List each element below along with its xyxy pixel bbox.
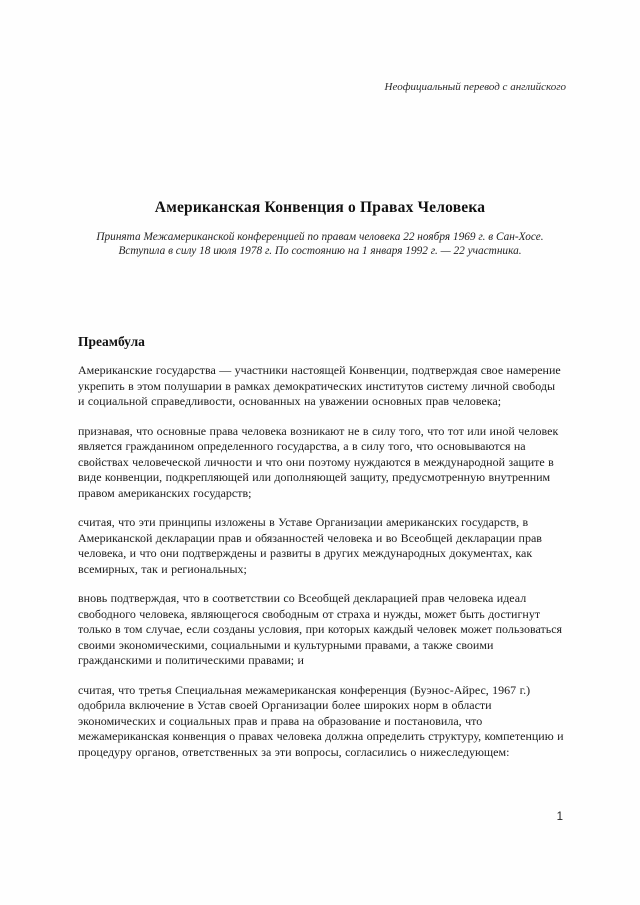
section-heading-preamble: Преамбула xyxy=(78,334,145,349)
document-subtitle xyxy=(70,230,570,258)
document-body xyxy=(78,334,564,774)
document-title: Американская Конвенция о Правах Человека xyxy=(154,199,486,216)
subtitle-line-2: Вступила в силу 18 июля 1978 г. По состоянию на 1 января 1992 г. — 22 участника. xyxy=(118,245,522,257)
preamble-paragraph-3: считая, что эти принципы изложены в Уставе Организации американских государств, в Американской декларации прав и обязанностей человека и во Всеобщей декларации прав человека, и что они подтверждены и развиты в других международных документах, как всемирных, так и региональных; xyxy=(78,515,542,576)
preamble-paragraph-2: признавая, что основные права человека возникают не в силу того, что тот или иной человек является гражданином определенного государства, а в силу того, что основываются на свойствах человеческой личности и что они поэтому нуждаются в международной защите в виде конвенции, подкрепляющей или дополняющей защиту, предусмотренную внутренним правом американских государств; xyxy=(78,423,559,500)
preamble-paragraph-1: Американские государства — участники настоящей Конвенции, подтверждая свое намерение укрепить в этом полушарии в рамках демократических институтов систему личной свободы и социальной справедливости, основанных на уважении основных прав человека; xyxy=(78,363,561,408)
header-note: Неофициальный перевод с английского xyxy=(384,81,566,93)
subtitle-line-1: Принята Межамериканской конференцией по правам человека 22 ноября 1969 г. в Сан-Хосе. xyxy=(96,231,544,243)
preamble-paragraph-5: считая, что третья Специальная межамериканская конференция (Буэнос-Айрес, 1967 г.) одобрила включение в Устав своей Организации более широких норм в области экономических и социальных прав и права на образование и постановила, что межамериканская конвенция о правах человека должна определить структуру, компетенцию и процедуру органов, ответственных за эти вопросы, согласились о нижеследующем: xyxy=(78,682,564,759)
preamble-paragraph-4: вновь подтверждая, что в соответствии со Всеобщей декларацией прав человека идеал свободного человека, являющегося свободным от страха и нужды, может быть достигнут только в том случае, если созданы условия, при которых каждый человек может пользоваться своими экономическими, социальными и культурными правами, а также своими гражданскими и политическими правами; и xyxy=(78,591,563,667)
page-number: 1 xyxy=(556,811,563,823)
